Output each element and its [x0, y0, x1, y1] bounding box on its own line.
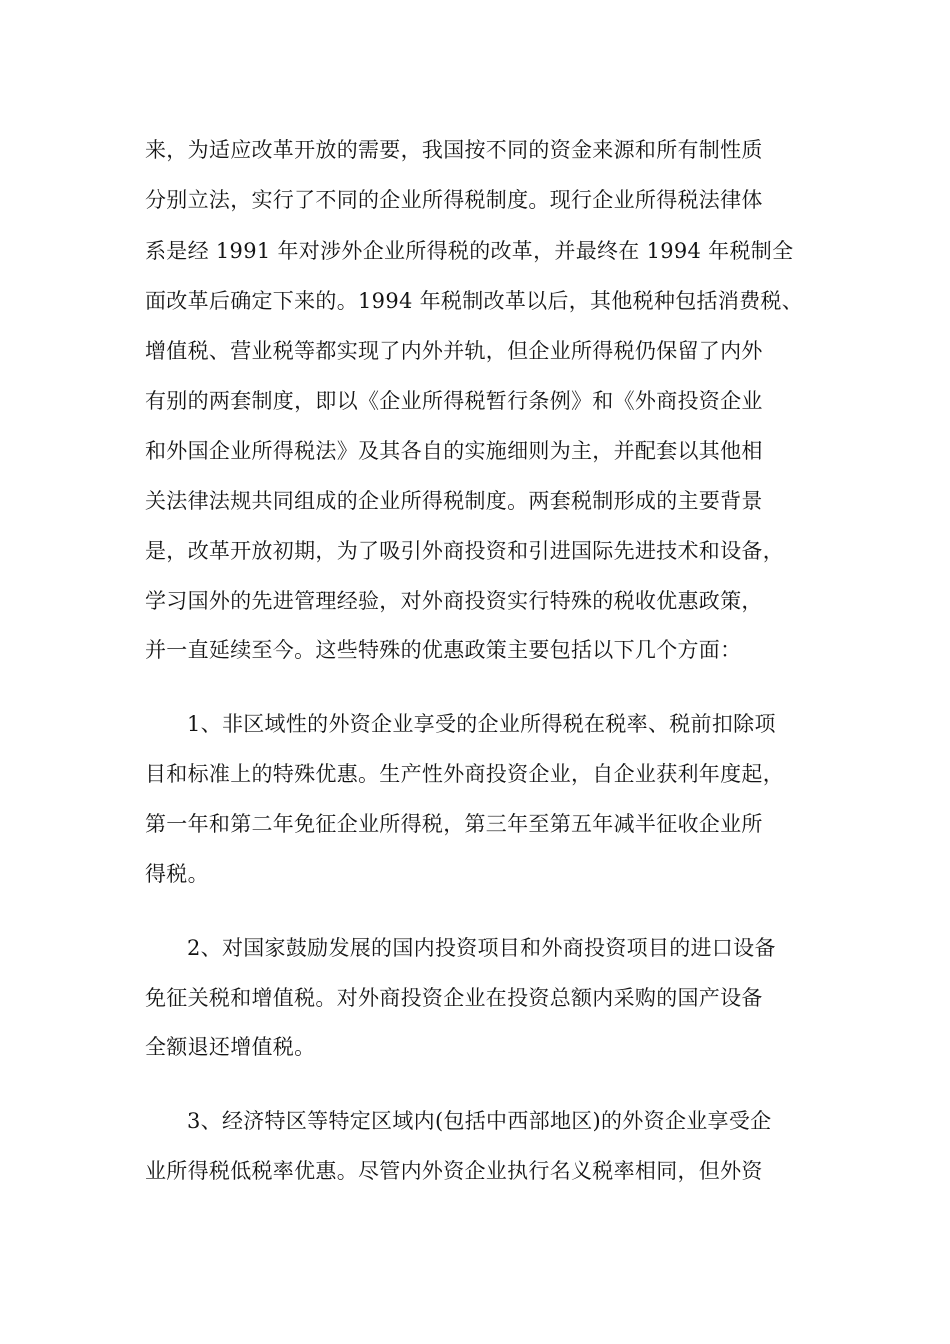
text-line: 目和标准上的特殊优惠。生产性外商投资企业，自企业获利年度起， — [145, 762, 784, 786]
text-line: 关法律法规共同组成的企业所得税制度。两套税制形成的主要背景 — [145, 489, 763, 513]
text-line: 得税。 — [145, 862, 209, 886]
text-line: 3、经济特区等特定区域内(包括中西部地区)的外资企业享受企 — [187, 1109, 772, 1133]
text-line: 免征关税和增值税。对外商投资企业在投资总额内采购的国产设备 — [145, 986, 763, 1010]
text-line: 来，为适应改革开放的需要，我国按不同的资金来源和所有制性质 — [145, 138, 763, 162]
text-line: 有别的两套制度，即以《企业所得税暂行条例》和《外商投资企业 — [145, 389, 763, 413]
text-line: 分别立法，实行了不同的企业所得税制度。现行企业所得税法律体 — [145, 188, 763, 212]
text-line: 增值税、营业税等都实现了内外并轨，但企业所得税仍保留了内外 — [145, 339, 763, 363]
text-line: 并一直延续至今。这些特殊的优惠政策主要包括以下几个方面： — [145, 638, 742, 662]
text-line: 全额退还增值税。 — [145, 1035, 316, 1059]
text-line: 第一年和第二年免征企业所得税，第三年至第五年减半征收企业所 — [145, 812, 763, 836]
text-line: 业所得税低税率优惠。尽管内外资企业执行名义税率相同，但外资 — [145, 1159, 763, 1183]
text-line: 2、对国家鼓励发展的国内投资项目和外商投资项目的进口设备 — [187, 936, 776, 960]
text-line: 和外国企业所得税法》及其各自的实施细则为主，并配套以其他相 — [145, 439, 763, 463]
text-line: 是，改革开放初期，为了吸引外商投资和引进国际先进技术和设备， — [145, 539, 784, 563]
text-line: 面改革后确定下来的。1994 年税制改革以后，其他税种包括消费税、 — [145, 289, 804, 313]
text-line: 1、非区域性的外资企业享受的企业所得税在税率、税前扣除项 — [187, 712, 776, 736]
text-line: 学习国外的先进管理经验，对外商投资实行特殊的税收优惠政策， — [145, 589, 763, 613]
text-line: 系是经 1991 年对涉外企业所得税的改革，并最终在 1994 年税制全 — [145, 239, 794, 263]
